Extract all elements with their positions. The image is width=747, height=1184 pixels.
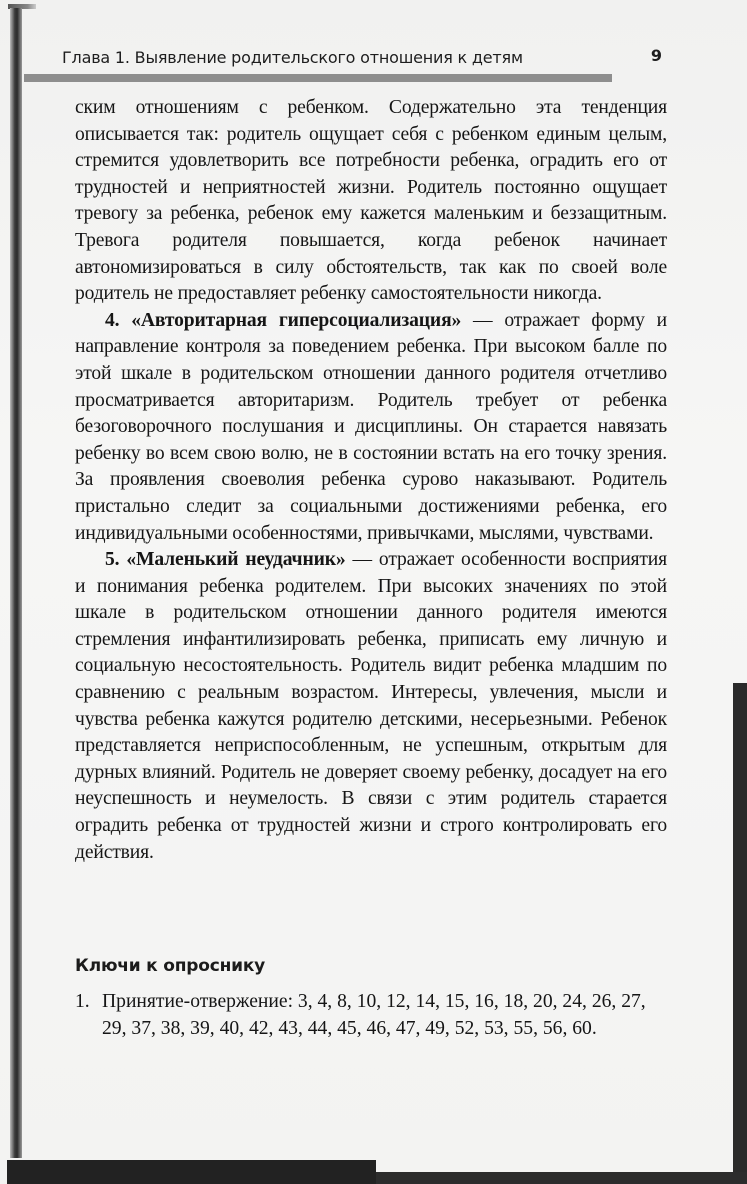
page-header — [62, 44, 668, 74]
list-item — [75, 989, 670, 1042]
paragraph-item-5 — [75, 547, 667, 866]
running-title: Глава 1. Выявление родительского отношения к детям — [62, 48, 523, 67]
scale-term-5: 5. «Маленький неудачник» — [105, 549, 346, 571]
scan-edge-right — [733, 683, 747, 1184]
scan-edge-bottom-left — [7, 1160, 376, 1184]
scale-term-4: 4. «Авторитарная гиперсоциализация» — [105, 309, 462, 331]
scale-description-4: — отражает форму и направление контроля за поведением ребенка. При высоком балле по этой шкале в родительском отношении данного родителя отчетливо просматривается авторитаризм. Родитель требует от ребенка безоговорочного послушания и дисциплины. Он старается навязать ребенку во всем свою волю, не в состоянии встать на его точку зрения. За проявления своеволия ребенка сурово наказывают. Родитель пристально следит за социальными достижениями ребенка, его индивидуальными особенностями, привычками, мыслями, чувствами. — [75, 309, 668, 544]
body-text — [75, 95, 667, 866]
header-rule — [24, 74, 612, 82]
paragraph-item-4 — [75, 308, 667, 547]
page-number: 9 — [650, 46, 662, 65]
list-item-text: Принятие-отвержение: 3, 4, 8, 10, 12, 14, 15, 16, 18, 20, 24, 26, 27, 29, 37, 38, 39, 40, 42, 43, 44, 45, 46, 47, 49, 52, 53, 55, 56, 60. — [102, 991, 646, 1039]
keys-list — [75, 989, 670, 1042]
book-spine-shadow — [10, 8, 22, 1158]
list-item-number: 1. — [75, 991, 90, 1012]
section-heading-keys: Ключи к опроснику — [75, 956, 266, 976]
scale-description-5: — отражает особенности восприятия и понимания ребенка родителем. При высоких значениях по этой шкале в родительском отношении данного родителя имеются стремления инфантилизировать ребенка, приписать ему личную и социальную несостоятельность. Родитель видит ребенка младшим по сравнению с реальным возрастом. Интересы, увлечения, мысли и чувства ребенка кажутся родителю детскими, несерьезными. Ребенок представляется неприспособленным, не успешным, открытым для дурных влияний. Родитель не доверяет своему ребенку, досадует на его неуспешность и неумелость. В связи с этим родитель старается оградить ребенка от трудностей жизни и строго контролировать его действия. — [75, 549, 668, 863]
paragraph-continued: ским отношениям с ребенком. Содержательно эта тенденция описывается так: родитель ощущает себя с ребенком единым целым, стремится удовлетворить все потребности ребенка, оградить его от трудностей и неприятностей жизни. Родитель постоянно ощущает тревогу за ребенка, ребенок ему кажется маленьким и беззащитным. Тревога родителя повышается, когда ребенок начинает автономизироваться в силу обстоятельств, так как по своей воле родитель не предоставляет ребенку самостоятельности никогда. — [75, 97, 667, 305]
scan-edge-bottom-right — [376, 1172, 747, 1184]
